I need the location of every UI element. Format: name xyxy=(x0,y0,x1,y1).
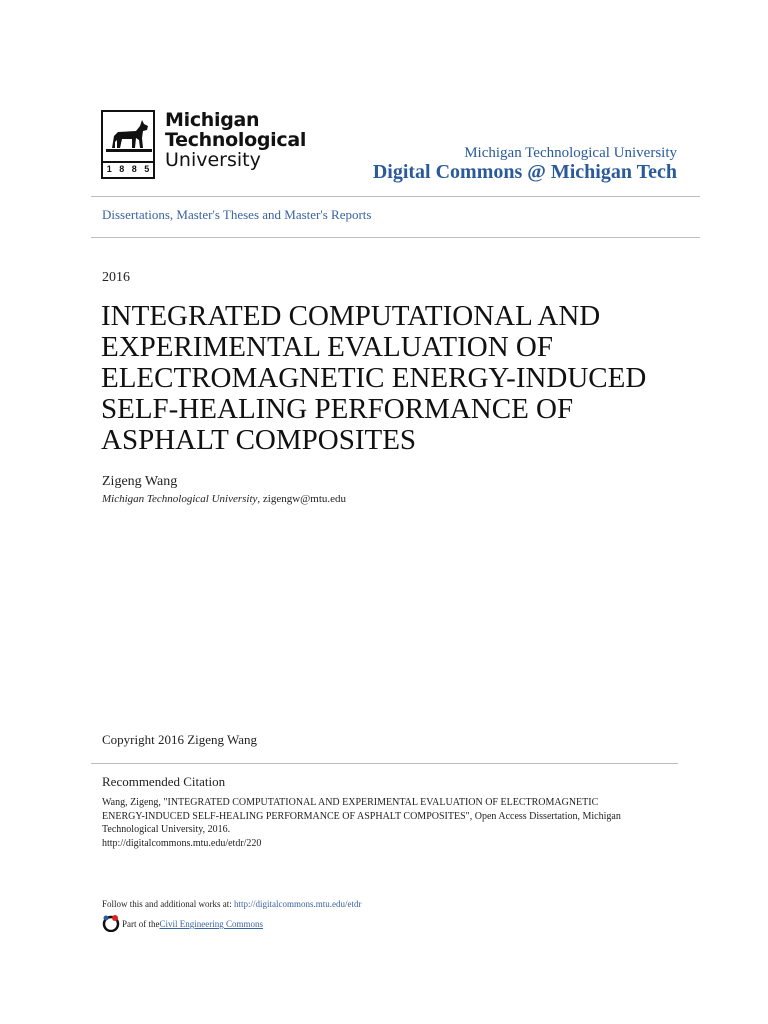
title-line: ELECTROMAGNETIC ENERGY-INDUCED xyxy=(101,362,647,394)
husky-icon xyxy=(106,118,152,156)
follow-text: Follow this and additional works at: xyxy=(102,899,234,909)
logo-line-3: University xyxy=(165,149,261,171)
citation-line: ENERGY-INDUCED SELF-HEALING PERFORMANCE OF ASPHALT COMPOSITES", Open Access Dissertation, Michigan xyxy=(102,810,621,822)
university-logo[interactable] xyxy=(101,110,306,179)
logo-line-1: Michigan xyxy=(165,109,260,131)
title-line: SELF-HEALING PERFORMANCE OF xyxy=(101,393,574,425)
citation-text xyxy=(102,796,672,850)
repository-title[interactable]: Digital Commons @ Michigan Tech xyxy=(372,161,677,183)
commons-network-icon xyxy=(102,914,120,934)
logo-year-digit: 8 xyxy=(131,164,137,174)
part-of-text: Part of the xyxy=(122,919,160,929)
logo-line-2: Technological xyxy=(165,129,307,151)
logo-year-digit: 5 xyxy=(144,164,150,174)
title-line: ASPHALT COMPOSITES xyxy=(101,424,417,456)
husky-crest-icon xyxy=(101,110,155,179)
document-title xyxy=(101,301,681,456)
divider xyxy=(91,237,700,238)
publication-year: 2016 xyxy=(102,270,130,285)
divider xyxy=(91,763,678,764)
series-link[interactable]: Dissertations, Master's Theses and Master's Reports xyxy=(102,207,372,222)
citation-line: Wang, Zigeng, "INTEGRATED COMPUTATIONAL AND EXPERIMENTAL EVALUATION OF ELECTROMAGNETIC xyxy=(102,797,599,808)
logo-year xyxy=(103,161,153,177)
title-line: EXPERIMENTAL EVALUATION OF xyxy=(101,331,553,363)
part-of-link[interactable]: Civil Engineering Commons xyxy=(159,919,263,929)
follow-line xyxy=(102,899,362,909)
affiliation-name: Michigan Technological University xyxy=(102,493,258,505)
citation-line: Technological University, 2016. xyxy=(102,824,231,835)
citation-heading: Recommended Citation xyxy=(102,774,226,789)
repository-subtitle[interactable]: Michigan Technological University xyxy=(464,145,677,161)
copyright-statement: Copyright 2016 Zigeng Wang xyxy=(102,732,258,747)
title-line: INTEGRATED COMPUTATIONAL AND xyxy=(101,300,601,332)
logo-year-digit: 8 xyxy=(119,164,125,174)
logo-year-digit: 1 xyxy=(106,164,112,174)
author-email[interactable]: zigengw@mtu.edu xyxy=(262,493,347,505)
part-of-line xyxy=(102,914,263,934)
divider xyxy=(91,196,700,197)
author-affiliation: Michigan Technological University, zigengw@mtu.edu xyxy=(102,493,347,505)
logo-wordmark xyxy=(165,110,306,170)
citation-url[interactable]: http://digitalcommons.mtu.edu/etdr/220 xyxy=(102,837,262,849)
author-name: Zigeng Wang xyxy=(102,474,178,489)
follow-link[interactable]: http://digitalcommons.mtu.edu/etdr xyxy=(234,899,362,909)
